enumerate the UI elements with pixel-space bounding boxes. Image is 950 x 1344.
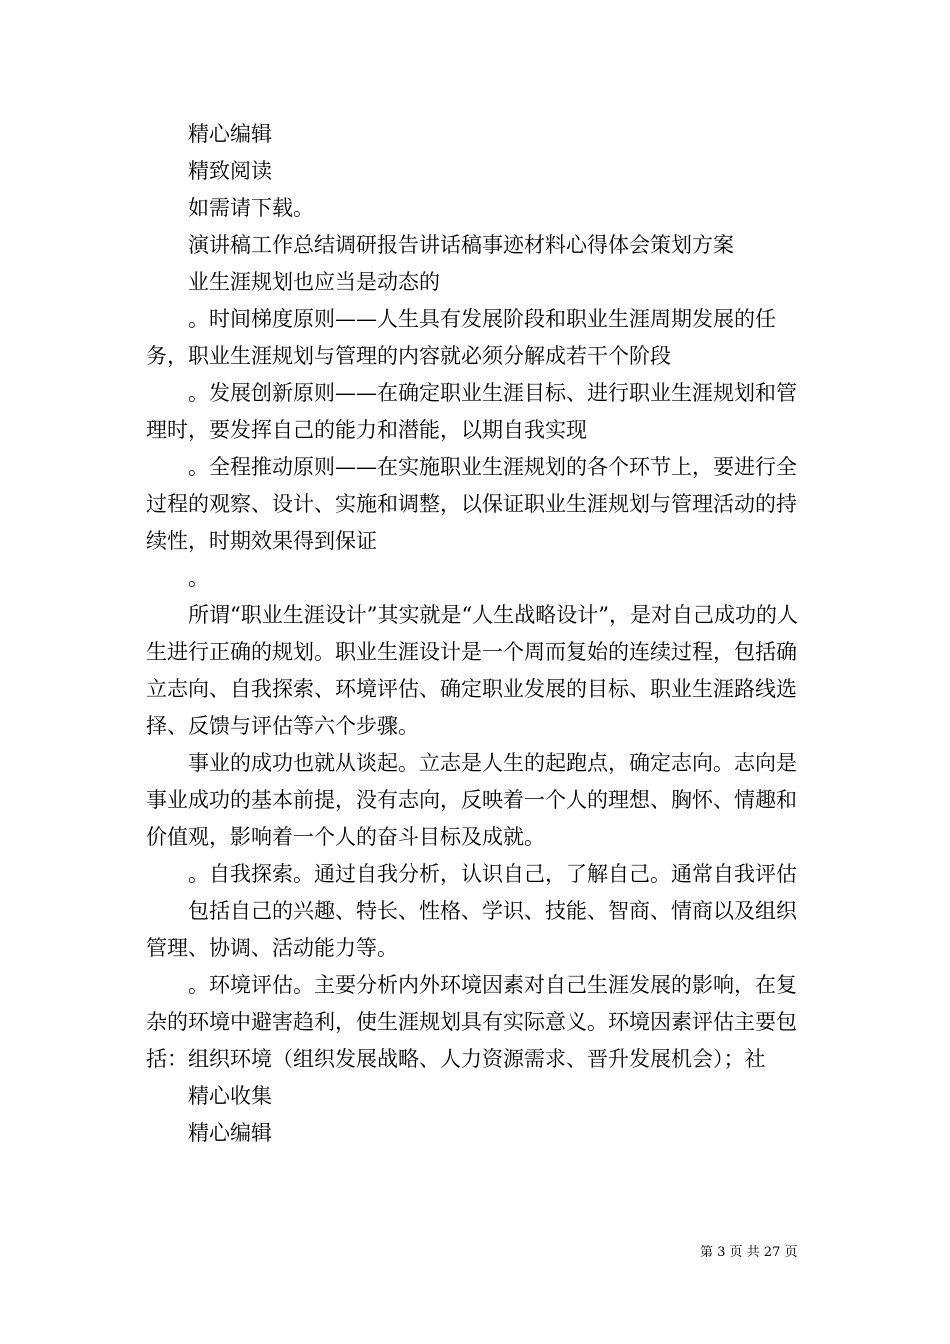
paragraph: 。 [188,566,209,590]
document-body [146,116,816,1152]
paragraph: 。时间梯度原则——人生具有发展阶段和职业生涯周期发展的任务，职业生涯规划与管理的内容就必须分解成若干个阶段 [146,307,776,368]
paragraph: 。环境评估。主要分析内外环境因素对自己生涯发展的影响，在复杂的环境中避害趋利，使生涯规划具有实际意义。环境因素评估主要包括：组织环境（组织发展战略、人力资源需求、晋升发展机会）；社 [146,973,797,1071]
paragraph: 。发展创新原则——在确定职业生涯目标、进行职业生涯规划和管理时，要发挥自己的能力和潜能，以期自我实现 [146,381,797,442]
header-line-3: 如需请下载。 [188,196,314,220]
paragraph: 事业的成功也就从谈起。立志是人生的起跑点，确定志向。志向是事业成功的基本前提，没有志向，反映着一个人的理想、胸怀、情趣和价值观，影响着一个人的奋斗目标及成就。 [146,751,797,849]
footer-line-2: 精心编辑 [188,1121,272,1145]
paragraph: 包括自己的兴趣、特长、性格、学识、技能、智商、情商以及组织管理、协调、活动能力等。 [146,899,797,960]
paragraph: 业生涯规划也应当是动态的 [188,270,440,294]
page-number: 第 3 页 共 27 页 [700,1245,798,1260]
header-line-1: 精心编辑 [188,122,272,146]
paragraph: 。自我探索。通过自我分析，认识自己，了解自己。通常自我评估 [188,862,797,886]
paragraph: 。全程推动原则——在实施职业生涯规划的各个环节上，要进行全过程的观察、设计、实施和调整，以保证职业生涯规划与管理活动的持续性，时期效果得到保证 [146,455,797,553]
footer-line-1: 精心收集 [188,1084,272,1108]
header-line-2: 精致阅读 [188,159,272,183]
paragraph: 演讲稿工作总结调研报告讲话稿事迹材料心得体会策划方案 [188,233,734,257]
paragraph: 所谓“职业生涯设计”其实就是“人生战略设计”，是对自己成功的人生进行正确的规划。职业生涯设计是一个周而复始的连续过程，包括确立志向、自我探索、环境评估、确定职业发展的目标、职业生涯路线选择、反馈与评估等六个步骤。 [146,603,798,738]
